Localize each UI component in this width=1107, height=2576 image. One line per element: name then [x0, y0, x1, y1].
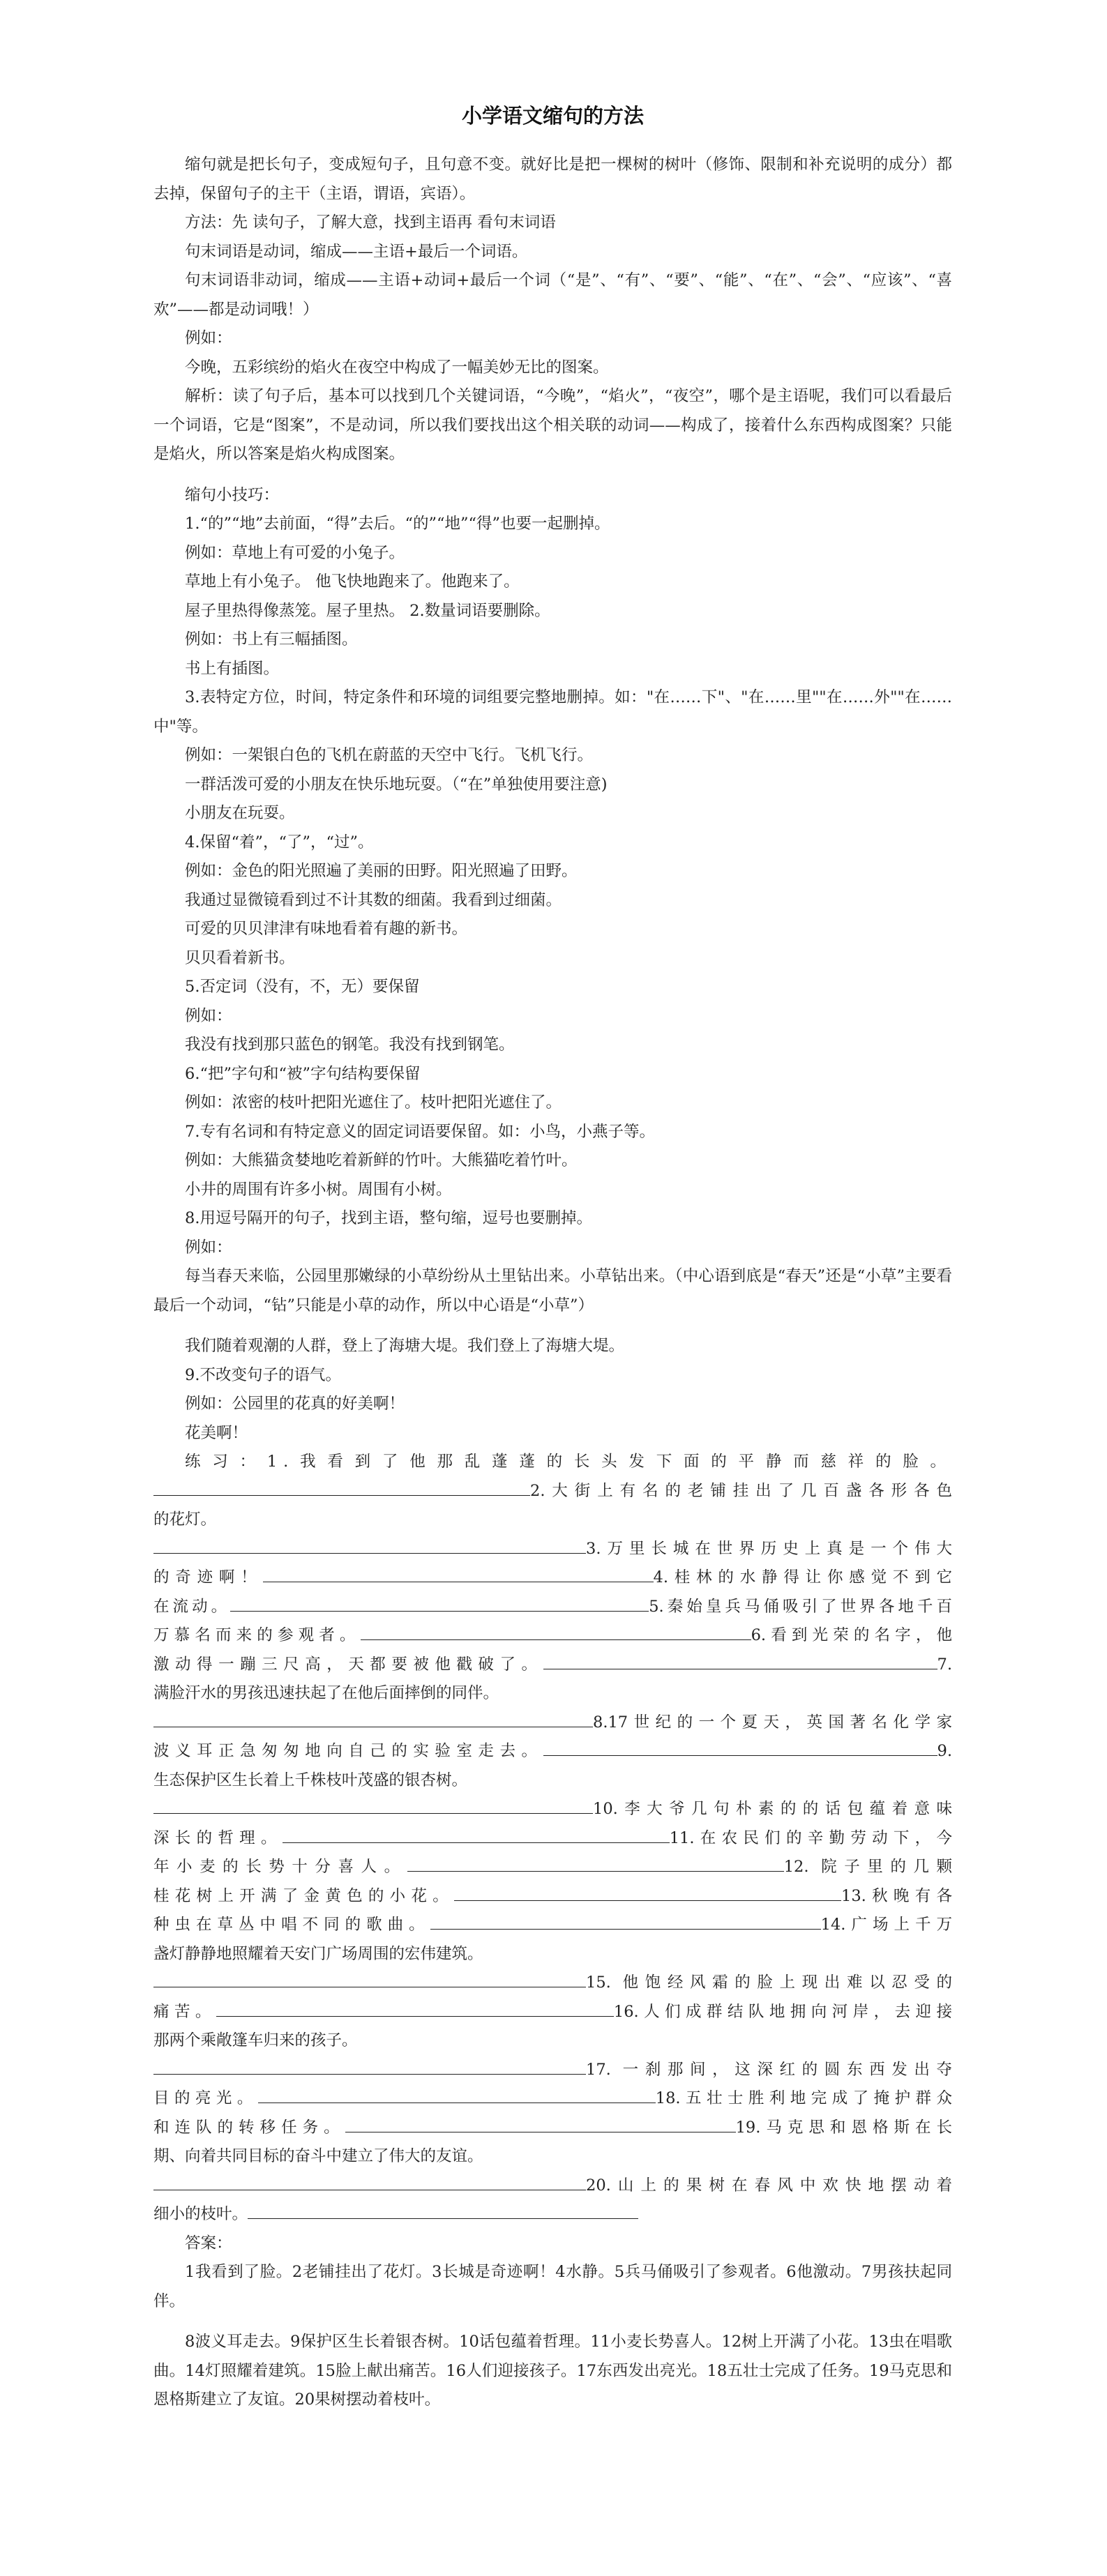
exercise-line: [153, 1824, 952, 1854]
exercise-text: 万慕名而来的参观者。: [153, 1626, 361, 1644]
text-line: 9.不改变句子的语气。: [185, 1365, 341, 1384]
exercise-text: 11.在农民们的辛勤劳动下，今: [669, 1828, 952, 1847]
text-line: 每当春天来临，公园里那嫩绿的小草纷纷从土里钻出来。小草钻出来。（中心语到底是“春天”还是“小草”主要看最后一个动词，“钻”只能是小草的动作，所以中心语是“小草”）: [153, 1267, 952, 1314]
text-line: 句末词语非动词，缩成——主语+动词+最后一个词（“是”、“有”、“要”、“能”、“在”、“会”、“应该”、“喜欢”——都是动词哦！）: [153, 271, 952, 319]
document-page: [153, 0, 952, 2415]
answers-label: 答案：: [185, 2234, 232, 2252]
text-line: 例如：公园里的花真的好美啊！: [185, 1395, 405, 1413]
text-line: 屋子里热得像蒸笼。屋子里热。 2.数量词语要删除。: [185, 601, 550, 620]
exercise-line: [153, 2084, 952, 2114]
answer-blank[interactable]: [361, 1623, 751, 1640]
exercise-text: 5.秦始皇兵马俑吸引了世界各地千百: [649, 1597, 952, 1616]
answer-blank[interactable]: [543, 1652, 937, 1669]
exercise-text: 13.秋晚有各: [841, 1886, 952, 1905]
exercise-text: 激动得一蹦三尺高，天都要被他戳破了。: [153, 1655, 543, 1674]
exercise-text: 17. 一刹那间，这深红的圆东西发出夺: [586, 2060, 952, 2079]
exercise-line: [153, 1882, 952, 1911]
text-line: 缩句小技巧：: [185, 485, 280, 504]
exercise-text: 的花灯。: [153, 1510, 217, 1529]
exercise-line: [153, 1506, 952, 1535]
text-line: 我没有找到那只蓝色的钢笔。我没有找到钢笔。: [185, 1036, 515, 1054]
exercise-text: 细小的枝叶。: [153, 2205, 248, 2223]
answer-blank[interactable]: [153, 2173, 586, 2190]
text-line: 例如：金色的阳光照遍了美丽的田野。阳光照遍了田野。: [185, 862, 578, 880]
exercise-line: [153, 1709, 952, 1738]
text-line: 4.保留“着”，“了”，“过”。: [185, 833, 374, 851]
exercise-line: [153, 1448, 952, 1477]
exercise-line: [153, 1853, 952, 1882]
text-line: 例如：: [185, 1238, 232, 1257]
exercise-line: [153, 1911, 952, 1940]
exercise-line: [153, 1795, 952, 1824]
exercise-line: [153, 2026, 952, 2056]
exercise-text: 12. 院子里的几颗: [783, 1858, 952, 1876]
exercise-line: [153, 1563, 952, 1593]
exercise-text: 目的亮光。: [153, 2089, 258, 2107]
exercise-line: [153, 1621, 952, 1651]
text-line: 贝贝看着新书。: [185, 948, 295, 967]
answer-section: [153, 2229, 952, 2415]
exercise-line: [153, 1679, 952, 1709]
exercise-text: 痛苦。: [153, 2002, 216, 2021]
text-line: 花美啊！: [185, 1423, 248, 1442]
text-line: 7.专有名词和有特定意义的固定词语要保留。如：小鸟，小燕子等。: [185, 1122, 655, 1141]
exercise-text: 那两个乘敞篷车归来的孩子。: [153, 2031, 358, 2050]
text-line: 例如：: [185, 1006, 232, 1025]
exercise-text: 19.马克思和恩格斯在长: [735, 2118, 952, 2137]
exercise-text: 2.大街上有名的老铺挂出了几百盏各形各色: [530, 1481, 952, 1500]
exercise-line: [153, 2142, 952, 2172]
exercise-line: [153, 1477, 952, 1506]
text-line: 一群活泼可爱的小朋友在快乐地玩耍。（“在”单独使用要注意): [185, 775, 608, 794]
answer-blank[interactable]: [543, 1738, 937, 1756]
exercise-line: [153, 2200, 952, 2229]
text-line: 例如：大熊猫贪婪地吃着新鲜的竹叶。大熊猫吃着竹叶。: [185, 1151, 578, 1169]
text-line: 方法：先 读句子，了解大意，找到主语再 看句末词语: [185, 213, 556, 232]
answer-blank[interactable]: [283, 1826, 670, 1843]
exercise-text: 种虫在草丛中唱不同的歌曲。: [153, 1916, 430, 1934]
answer-blank[interactable]: [153, 1796, 593, 1814]
exercise-line: [153, 1737, 952, 1766]
text-line: 句末词语是动词，缩成——主语+最后一个词语。: [185, 242, 528, 261]
text-line: 我通过显微镜看到过不计其数的细菌。我看到过细菌。: [185, 891, 562, 909]
exercise-text: 6.看到光荣的名字，他: [751, 1626, 952, 1644]
answers-paragraph: 1我看到了脸。2老铺挂出了花灯。3长城是奇迹啊！4水静。5兵马俑吸引了参观者。6他激动。7男孩扶起同伴。: [153, 2263, 952, 2310]
exercise-text: 和连队的转移任务。: [153, 2118, 345, 2137]
answer-blank[interactable]: [407, 1854, 784, 1872]
exercise-text: 10.李大爷几句朴素的的话包蕴着意味: [593, 1800, 952, 1818]
exercise-text: 年小麦的长势十分喜人。: [153, 1858, 407, 1876]
text-line: 例如：: [185, 329, 232, 347]
answer-blank[interactable]: [248, 2202, 638, 2219]
exercise-text: 盏灯静静地照耀着天安门广场周围的宏伟建筑。: [153, 1944, 483, 1963]
exercise-line: [153, 1651, 952, 1680]
exercise-text: 20.山上的果树在春风中欢快地摆动着: [586, 2176, 952, 2195]
exercise-text: 在流动。: [153, 1597, 231, 1616]
exercise-text: 18.五壮士胜利地完成了掩护群众: [655, 2089, 952, 2107]
exercise-section: [153, 1448, 952, 2229]
answer-blank[interactable]: [153, 1970, 586, 1987]
text-line: 书上有插图。: [185, 659, 280, 678]
exercise-text: 的奇迹啊！: [153, 1568, 263, 1586]
answer-blank[interactable]: [345, 2115, 736, 2132]
exercise-text: 14.广场上千万: [820, 1916, 952, 1934]
page-title: 小学语文缩句的方法: [461, 104, 644, 128]
answer-blank[interactable]: [258, 2086, 656, 2103]
text-line: 小井的周围有许多小树。周围有小树。: [185, 1180, 452, 1199]
text-line: 1.“的”“地”去前面，“得”去后。“的”“地”“得”也要一起删掉。: [185, 515, 610, 533]
text-line: 5.否定词（没有，不，无）要保留: [185, 978, 420, 996]
exercise-text: 满脸汗水的男孩迅速扶起了在他后面摔倒的同伴。: [153, 1684, 499, 1702]
text-line: 8.用逗号隔开的句子，找到主语，整句缩，逗号也要删掉。: [185, 1209, 592, 1227]
exercise-line: [153, 2056, 952, 2085]
exercise-text: 7.: [937, 1655, 952, 1674]
answer-blank[interactable]: [153, 2057, 586, 2075]
exercise-line: [153, 2114, 952, 2143]
answer-blank[interactable]: [454, 1884, 841, 1901]
answer-blank[interactable]: [263, 1565, 654, 1582]
exercise-text: 16.人们成群结队地拥向河岸，去迎接: [613, 2002, 952, 2021]
exercise-text: 深长的哲理。: [153, 1828, 283, 1847]
exercise-text: 15. 他饱经风霜的脸上现出难以忍受的: [586, 1973, 952, 1992]
text-line: 缩句就是把长句子，变成短句子，且句意不变。就好比是把一棵树的树叶（修饰、限制和补充说明的成分）都去掉，保留句子的主干（主语，谓语，宾语）。: [153, 156, 952, 203]
exercise-line: [153, 1593, 952, 1622]
exercise-text: 3.万里长城在世界历史上真是一个伟大: [586, 1539, 952, 1558]
exercise-text: 9.: [937, 1742, 952, 1760]
answer-blank[interactable]: [230, 1594, 649, 1612]
exercise-text: 练习：1.我看到了他那乱蓬蓬的长头发下面的平静而慈祥的脸。: [185, 1453, 952, 1471]
text-line: 可爱的贝贝津津有味地看着有趣的新书。: [185, 920, 468, 938]
answer-blank[interactable]: [153, 1710, 593, 1727]
text-line: 3.表特定方位，时间，特定条件和环境的词组要完整地删掉。如："在……下"、"在……里""在……外""在……中"等。: [153, 688, 952, 736]
text-line: 解析：读了句子后，基本可以找到几个关键词语，“今晚”，“焰火”，“夜空”，哪个是主语呢，我们可以看最后一个词语，它是“图案”，不是动词，所以我们要找出这个相关联的动词——构成了，接着什么东西构成图案？只能是焰火，所以答案是焰火构成图案。: [153, 387, 952, 463]
exercise-line: [153, 1766, 952, 1796]
text-line: 小朋友在玩耍。: [185, 804, 295, 822]
exercise-line: [153, 1940, 952, 1969]
text-line: 例如：浓密的枝叶把阳光遮住了。枝叶把阳光遮住了。: [185, 1093, 562, 1112]
exercise-text: 桂花树上开满了金黄色的小花。: [153, 1886, 455, 1905]
answer-blank[interactable]: [430, 1912, 821, 1930]
document-body: [153, 151, 952, 1448]
exercise-line: [153, 2172, 952, 2201]
text-line: 我们随着观潮的人群，登上了海塘大堤。我们登上了海塘大堤。: [185, 1337, 625, 1355]
exercise-text: 波义耳正急匆匆地向自己的实验室走去。: [153, 1742, 543, 1760]
text-line: 例如：书上有三幅插图。: [185, 630, 358, 649]
exercise-text: 4.桂林的水静得让你感觉不到它: [653, 1568, 952, 1586]
text-line: 草地上有小兔子。 他飞快地跑来了。他跑来了。: [185, 573, 520, 591]
exercise-line: [153, 1969, 952, 1998]
exercise-text: 8.17世纪的一个夏天，英国著名化学家: [593, 1713, 952, 1732]
answer-blank[interactable]: [216, 1999, 614, 2017]
answer-blank[interactable]: [153, 1478, 530, 1496]
text-line: 例如：草地上有可爱的小兔子。: [185, 543, 405, 562]
exercise-text: 生态保护区生长着上千株枝叶茂盛的银杏树。: [153, 1771, 468, 1789]
text-line: 6.“把”字句和“被”字句结构要保留: [185, 1064, 421, 1083]
exercise-text: 期、向着共同目标的奋斗中建立了伟大的友谊。: [153, 2147, 483, 2165]
exercise-line: [153, 1998, 952, 2027]
exercise-line: [153, 1535, 952, 1564]
answer-blank[interactable]: [153, 1536, 586, 1554]
text-line: 例如：一架银白色的飞机在蔚蓝的天空中飞行。飞机飞行。: [185, 746, 594, 764]
text-line: 今晚，五彩缤纷的焰火在夜空中构成了一幅美妙无比的图案。: [185, 358, 609, 377]
answers-paragraph: 8波义耳走去。9保护区生长着银杏树。10话包蕴着哲理。11小麦长势喜人。12树上开满了小花。13虫在唱歌曲。14灯照耀着建筑。15脸上献出痛苦。16人们迎接孩子。17东西发出亮光。18五壮士完成了任务。19马克思和恩格斯建立了友谊。20果树摆动着枝叶。: [153, 2333, 952, 2409]
